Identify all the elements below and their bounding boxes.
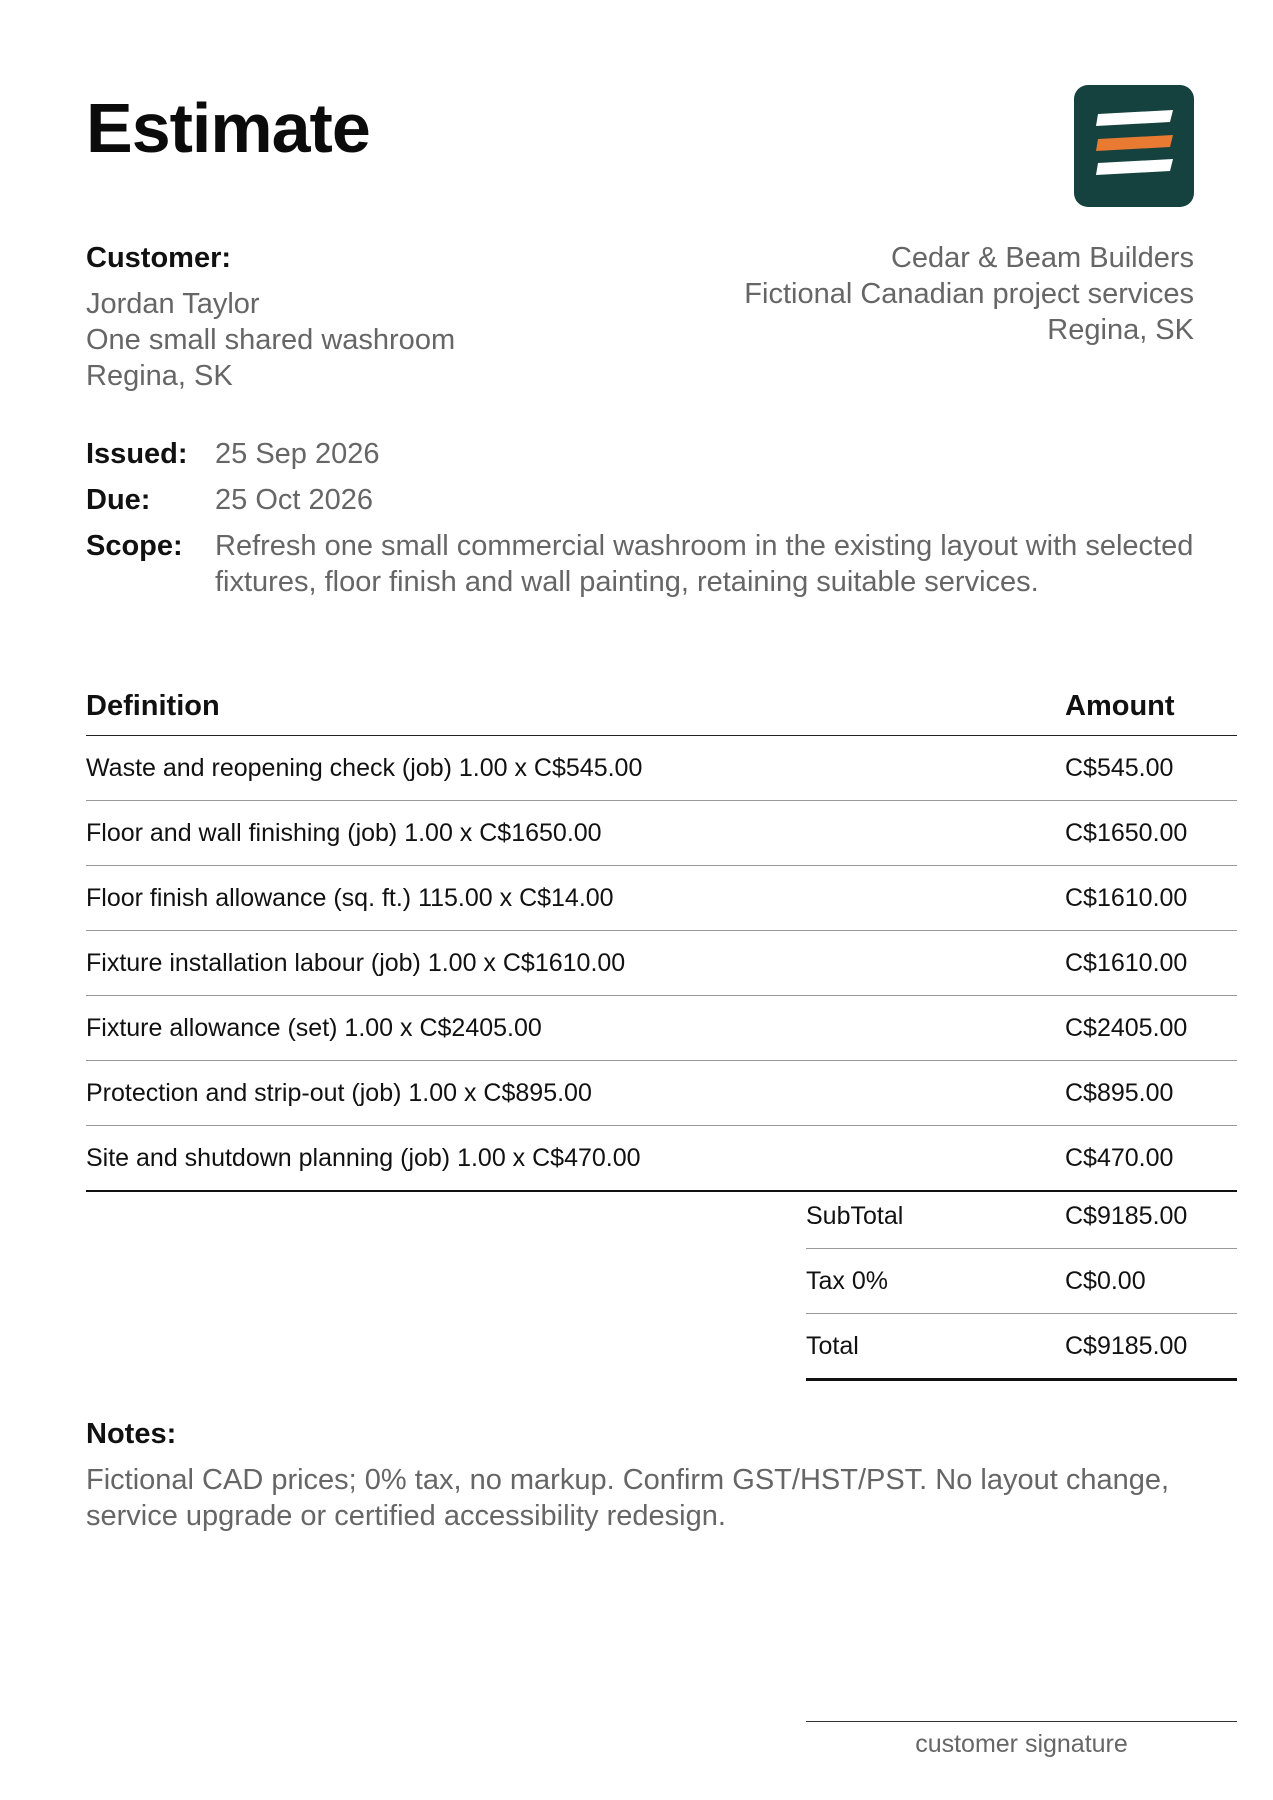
- line-items-table: [86, 690, 1237, 1192]
- line-item-amount: C$1610.00: [1065, 931, 1237, 996]
- line-item-amount: C$1650.00: [1065, 801, 1237, 866]
- table-row: [86, 866, 1237, 931]
- line-item-amount: C$895.00: [1065, 1061, 1237, 1126]
- company-logo-icon: [1074, 85, 1194, 207]
- line-item-definition: Floor and wall finishing (job) 1.00 x C$1650.00: [86, 801, 1065, 866]
- customer-signature-line[interactable]: customer signature: [806, 1721, 1237, 1759]
- line-item-amount: C$2405.00: [1065, 996, 1237, 1061]
- line-item-definition: Floor finish allowance (sq. ft.) 115.00 x C$14.00: [86, 866, 1065, 931]
- table-row: [86, 1126, 1237, 1192]
- line-item-amount: C$470.00: [1065, 1126, 1237, 1192]
- definition-header: Definition: [86, 690, 1065, 736]
- table-header-row: [86, 690, 1237, 736]
- document-title: Estimate: [86, 89, 370, 167]
- line-item-definition: Waste and reopening check (job) 1.00 x C$545.00: [86, 736, 1065, 801]
- notes-text: Fictional CAD prices; 0% tax, no markup. Confirm GST/HST/PST. No layout change, service upgrade or certified accessibility redesign.: [86, 1464, 1170, 1532]
- scope-text: Refresh one small commercial washroom in the existing layout with selected fixtures, floor finish and wall painting, retaining suitable services.: [215, 530, 1194, 598]
- subtotal-label: SubTotal: [806, 1184, 1065, 1249]
- customer-location: Regina, SK: [86, 360, 233, 392]
- issued-date: 25 Sep 2026: [215, 438, 380, 470]
- due-label: Due:: [86, 484, 151, 516]
- notes-block: [86, 1416, 1196, 1534]
- company-location: Regina, SK: [1047, 314, 1194, 346]
- customer-name: Jordan Taylor: [86, 288, 260, 320]
- due-row: [86, 482, 1196, 518]
- line-item-amount: C$1610.00: [1065, 866, 1237, 931]
- issued-label: Issued:: [86, 438, 188, 470]
- issued-row: [86, 436, 1196, 472]
- table-row: [86, 801, 1237, 866]
- line-item-definition: Site and shutdown planning (job) 1.00 x C$470.00: [86, 1126, 1065, 1192]
- scope-label: Scope:: [86, 530, 183, 562]
- line-item-definition: Protection and strip-out (job) 1.00 x C$895.00: [86, 1061, 1065, 1126]
- company-name: Cedar & Beam Builders: [890, 242, 1194, 274]
- totals-table: [806, 1184, 1237, 1381]
- total-label: Total: [806, 1314, 1065, 1380]
- scope-row: [86, 528, 1196, 600]
- tax-value: C$0.00: [1065, 1249, 1237, 1314]
- line-item-definition: Fixture installation labour (job) 1.00 x C$1610.00: [86, 931, 1065, 996]
- line-item-amount: C$545.00: [1065, 736, 1237, 801]
- customer-label: Customer:: [86, 242, 232, 274]
- company-block: [554, 240, 1194, 348]
- amount-header: Amount: [1065, 690, 1237, 736]
- table-row: [86, 931, 1237, 996]
- tax-label: Tax 0%: [806, 1249, 1065, 1314]
- table-row: [86, 996, 1237, 1061]
- line-item-definition: Fixture allowance (set) 1.00 x C$2405.00: [86, 996, 1065, 1061]
- total-row: [806, 1314, 1237, 1380]
- due-date: 25 Oct 2026: [215, 484, 373, 516]
- customer-project: One small shared washroom: [86, 324, 456, 356]
- notes-label: Notes:: [86, 1418, 177, 1450]
- tax-row: [806, 1249, 1237, 1314]
- estimate-meta: [86, 436, 1196, 610]
- table-row: [86, 736, 1237, 801]
- total-value: C$9185.00: [1065, 1314, 1237, 1380]
- subtotal-row: [806, 1184, 1237, 1249]
- company-tagline: Fictional Canadian project services: [744, 278, 1194, 310]
- subtotal-value: C$9185.00: [1065, 1184, 1237, 1249]
- table-row: [86, 1061, 1237, 1126]
